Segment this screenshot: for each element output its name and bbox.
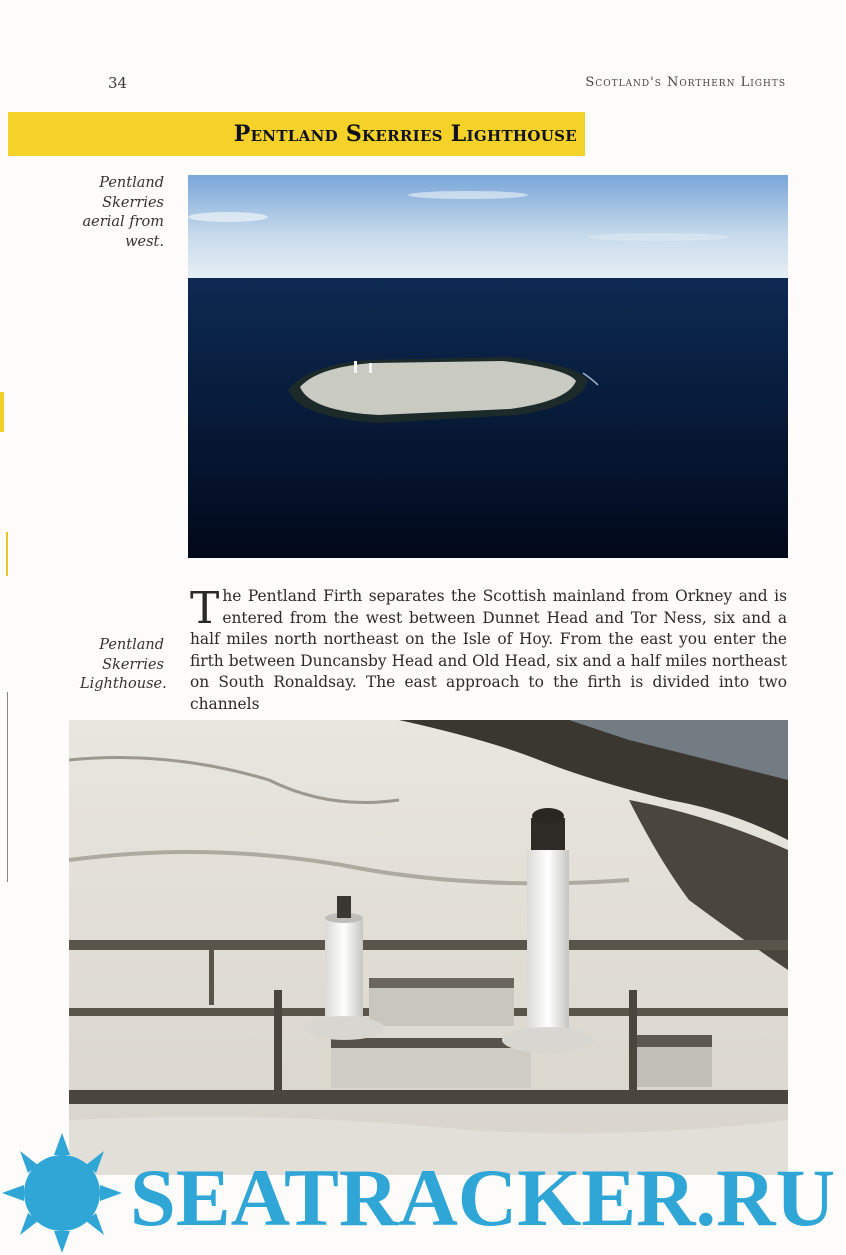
- page-edge-line: [7, 692, 8, 882]
- body-paragraph: [190, 583, 787, 715]
- watermark-text: SEATRACKER.RU: [130, 1152, 835, 1243]
- drop-cap: T: [190, 583, 220, 634]
- page-number: 34: [108, 74, 128, 92]
- page-edge-mark: [6, 532, 8, 576]
- body-text: he Pentland Firth separates the Scottish mainland from Orkney and is entered from the west between Dunnet Head and Tor Ness, six and a half miles north northeast on the Isle of Hoy. From the east you enter the firth between Duncansby Head and Old Head, six and a half miles northeast on South Ronaldsay. The east approach to the firth is divided into two channels: [190, 587, 787, 713]
- running-head: Scotland's Northern Lights: [585, 75, 786, 90]
- page-title: Pentland Skerries Lighthouse: [233, 121, 577, 147]
- lighthouse-photo: [69, 720, 788, 1175]
- caption-aerial: Pentland Skerries aerial from west.: [82, 175, 164, 250]
- caption-lighthouse: Pentland Skerries Lighthouse.: [80, 637, 167, 692]
- page-edge-mark: [0, 392, 4, 432]
- watermark-sun-icon: [2, 1133, 122, 1253]
- watermark: [0, 1125, 846, 1255]
- aerial-photo: [188, 175, 788, 558]
